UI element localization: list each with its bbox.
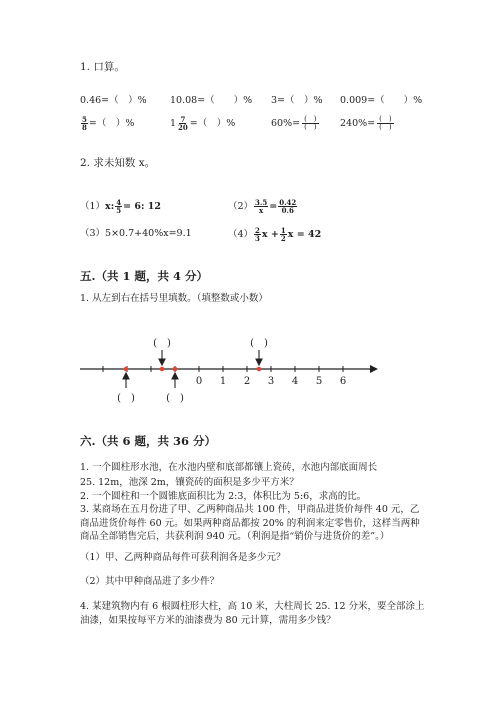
tick-label: 2	[243, 376, 251, 387]
equation-1: （1）x: $\frac{4}{5}$ = 6: 12	[80, 198, 162, 215]
problem-text-line: 25. 12m，池深 2m，镶瓷砖的面积是多少平方米？	[80, 477, 299, 488]
fraction-blank: ( ) ( )	[304, 115, 317, 131]
point-marker	[257, 367, 262, 372]
tick-label: 4	[291, 376, 299, 387]
problem-text-line: 1. 一个圆柱形水池，在水池内壁和底部都镶上瓷砖，水池内部底面周长	[80, 462, 378, 473]
fraction-blank: ( ) ( )	[379, 115, 392, 131]
arrow-head-icon	[123, 373, 129, 379]
point-marker	[173, 367, 178, 372]
fraction: $\frac{0.42}{0.6}$	[279, 198, 297, 215]
calc-item: 0.46=（ ）%	[80, 95, 147, 106]
problem-text-line: 3. 某商场在五月份进了甲、乙两种商品共 100 件，甲商品进货价每件 40 元，乙	[80, 504, 420, 515]
section-5-heading: 五.（共 1 题，共 4 分）	[80, 269, 209, 283]
tick-label: 1	[219, 376, 227, 387]
problem-text-line: 油漆，如果按每平方米的油漆费为 80 元计算，需用多少钱？	[80, 615, 336, 626]
arrow-head-icon	[159, 359, 165, 365]
fraction: $\frac{4}{5}$	[116, 198, 122, 215]
tick-label: 5	[315, 376, 323, 387]
answer-blank[interactable]: ( )	[250, 338, 268, 349]
problem-text-line: 商品进货价每件 60 元。如果两种商品都按 20% 的利润来定零售价，这样当两种	[80, 518, 420, 529]
arrow-head-icon	[172, 373, 178, 379]
calc-item: 240%= ( ) ( )	[340, 115, 392, 131]
question-5-1: 1. 从左到右在括号里填数。（填整数或小数）	[80, 293, 268, 304]
answer-blank[interactable]: ( )	[117, 393, 135, 404]
calc-item: 1 $\frac{7}{20}$ =（ ）%	[170, 115, 236, 132]
number-line-diagram	[0, 330, 500, 410]
fraction: $\frac{3.5}{x}$	[255, 198, 268, 215]
calc-item: 3=（ ）%	[271, 95, 323, 106]
fraction: $\frac{2}{3}$	[255, 226, 260, 243]
arrow-head-icon	[256, 359, 262, 365]
calc-item: $\frac{5}{8}$ =（ ）%	[82, 115, 135, 132]
problem-text-line: 2. 一个圆柱和一个圆锥底面积比为 2:3，体积比为 5:6，求高的比。	[80, 491, 367, 502]
point-marker	[124, 367, 129, 372]
answer-blank[interactable]: ( )	[166, 393, 184, 404]
section-6-heading: 六.（共 6 题，共 36 分）	[80, 434, 217, 448]
calc-item: 0.009=（ ）%	[340, 95, 423, 106]
problem-text-line: 4. 某建筑物内有 6 根圆柱形大柱，高 10 米，大柱周长 25. 12 分米，要全部涂上	[80, 601, 425, 612]
sub-question-2: （2）其中甲种商品进了多少件？	[80, 576, 220, 587]
question-1-heading: 1. 口算。	[80, 61, 125, 73]
tick-label: 0	[195, 376, 203, 387]
calc-item: 10.08=（ ）%	[170, 95, 253, 106]
fraction: $\frac{5}{8}$	[82, 115, 87, 132]
equation-2: （2） $\frac{3.5}{x}$ = $\frac{0.42}{0.6}$	[228, 198, 297, 215]
question-2-heading: 2. 求未知数 x。	[80, 157, 156, 169]
equation-4: （4） $\frac{2}{3}$ x + $\frac{1}{2}$ x = 42	[228, 226, 322, 243]
equation-3: （3）5×0.7+40%x=9.1	[80, 228, 192, 239]
problem-text-line: 商品全部销售完后，共获利润 940 元。（利润是指“销价与进货价的差”。）	[80, 531, 390, 542]
tick-label: 6	[339, 376, 347, 387]
tick-label: 3	[267, 376, 275, 387]
point-marker	[160, 367, 165, 372]
arrow-head-icon	[370, 365, 378, 373]
fraction: $\frac{7}{20}$	[178, 115, 188, 132]
fraction: $\frac{1}{2}$	[280, 226, 286, 243]
calc-item: 60%= ( ) ( )	[271, 115, 317, 131]
answer-blank[interactable]: ( )	[153, 338, 171, 349]
sub-question-1: （1）甲、乙两种商品每件可获利润各是多少元？	[80, 552, 286, 563]
